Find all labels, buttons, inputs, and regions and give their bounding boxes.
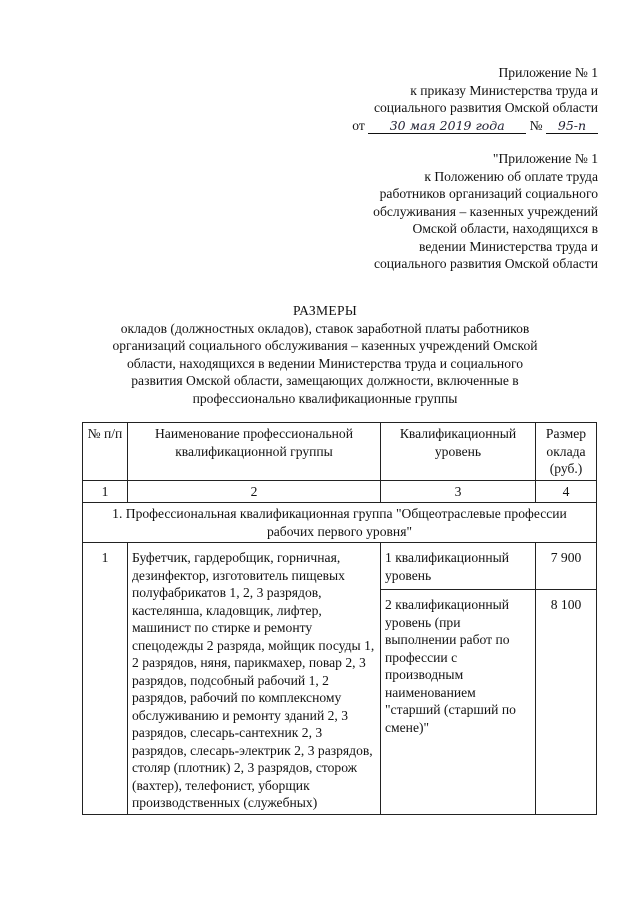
index-cell: 3 xyxy=(381,480,536,503)
title-main: РАЗМЕРЫ xyxy=(292,303,357,318)
regulation-line: работников организаций социального xyxy=(379,186,598,201)
order-date-line xyxy=(352,117,598,135)
order-reference xyxy=(352,64,598,134)
date-prefix: от xyxy=(352,117,365,133)
header-num: № п/п xyxy=(83,423,128,481)
order-line-2: социального развития Омской области xyxy=(373,100,598,115)
salary-table xyxy=(82,422,597,815)
title-line: окладов (должностных окладов), ставок заработной платы работников xyxy=(120,320,530,336)
appendix-label: Приложение № 1 xyxy=(498,65,598,80)
section-title: 1. Профессиональная квалификационная группа "Общеотраслевые профессии рабочих первого уровня" xyxy=(83,503,597,543)
regulation-line: обслуживания – казенных учреждений xyxy=(373,203,598,219)
title-line: профессионально квалификационные группы xyxy=(192,390,458,406)
index-row xyxy=(83,480,597,503)
qualification-level-1: 1 квалификационный уровень xyxy=(381,543,536,590)
table-row xyxy=(83,543,597,590)
header-level: Квалификационный уровень xyxy=(381,423,536,481)
title-line: области, находящихся в ведении Министерства труда и социального xyxy=(126,355,524,371)
number-prefix: № xyxy=(529,117,543,133)
header-salary: Размер оклада (руб.) xyxy=(536,423,597,481)
header-row xyxy=(83,423,597,481)
regulation-line: "Приложение № 1 xyxy=(492,151,598,166)
regulation-line: к Положению об оплате труда xyxy=(424,168,598,184)
title-line: организаций социального обслуживания – казенных учреждений Омской xyxy=(112,338,538,353)
order-line-1: к приказу Министерства труда и xyxy=(410,82,598,98)
salary-level-2: 8 100 xyxy=(536,590,597,815)
document-title xyxy=(90,302,560,407)
regulation-line: социального развития Омской области xyxy=(373,256,598,271)
professions-list: Буфетчик, гардеробщик, горничная, дезинфектор, изготовитель пищевых полуфабрикатов 1, 2, 3 разрядов, кастелянша, кладовщик, лифтер, машинист по стирке и ремонту спецодежды 2 разряда, мойщик посуды 1, 2 разрядов, няня, парикмахер, повар 2, 3 разрядов, подсобный рабочий 1, 2 разрядов, рабочий по комплексному обслуживанию и ремонту зданий 2, 3 разрядов, слесарь-сантехник 2, 3 разрядов, слесарь-электрик 2, 3 разрядов, столяр (плотник) 2, 3 разрядов, сторож (вахтер), телефонист, уборщик производственных (служебных) xyxy=(128,543,381,815)
title-line: развития Омской области, замещающих должности, включенные в xyxy=(131,373,519,388)
qualification-level-2: 2 квалификационный уровень (при выполнении работ по профессии с производным наименованием "старший (старший по смене)" xyxy=(381,590,536,815)
regulation-line: ведении Министерства труда и xyxy=(418,238,598,254)
index-cell: 4 xyxy=(536,480,597,503)
section-row xyxy=(83,503,597,543)
row-number: 1 xyxy=(83,543,128,815)
handwritten-date: 30 мая 2019 года xyxy=(368,118,526,134)
handwritten-number: 95-п xyxy=(546,118,598,134)
regulation-line: Омской области, находящихся в xyxy=(412,221,598,236)
header-group-name: Наименование профессиональной квалификационной группы xyxy=(128,423,381,481)
index-cell: 2 xyxy=(128,480,381,503)
regulation-reference xyxy=(338,150,598,273)
index-cell: 1 xyxy=(83,480,128,503)
salary-level-1: 7 900 xyxy=(536,543,597,590)
